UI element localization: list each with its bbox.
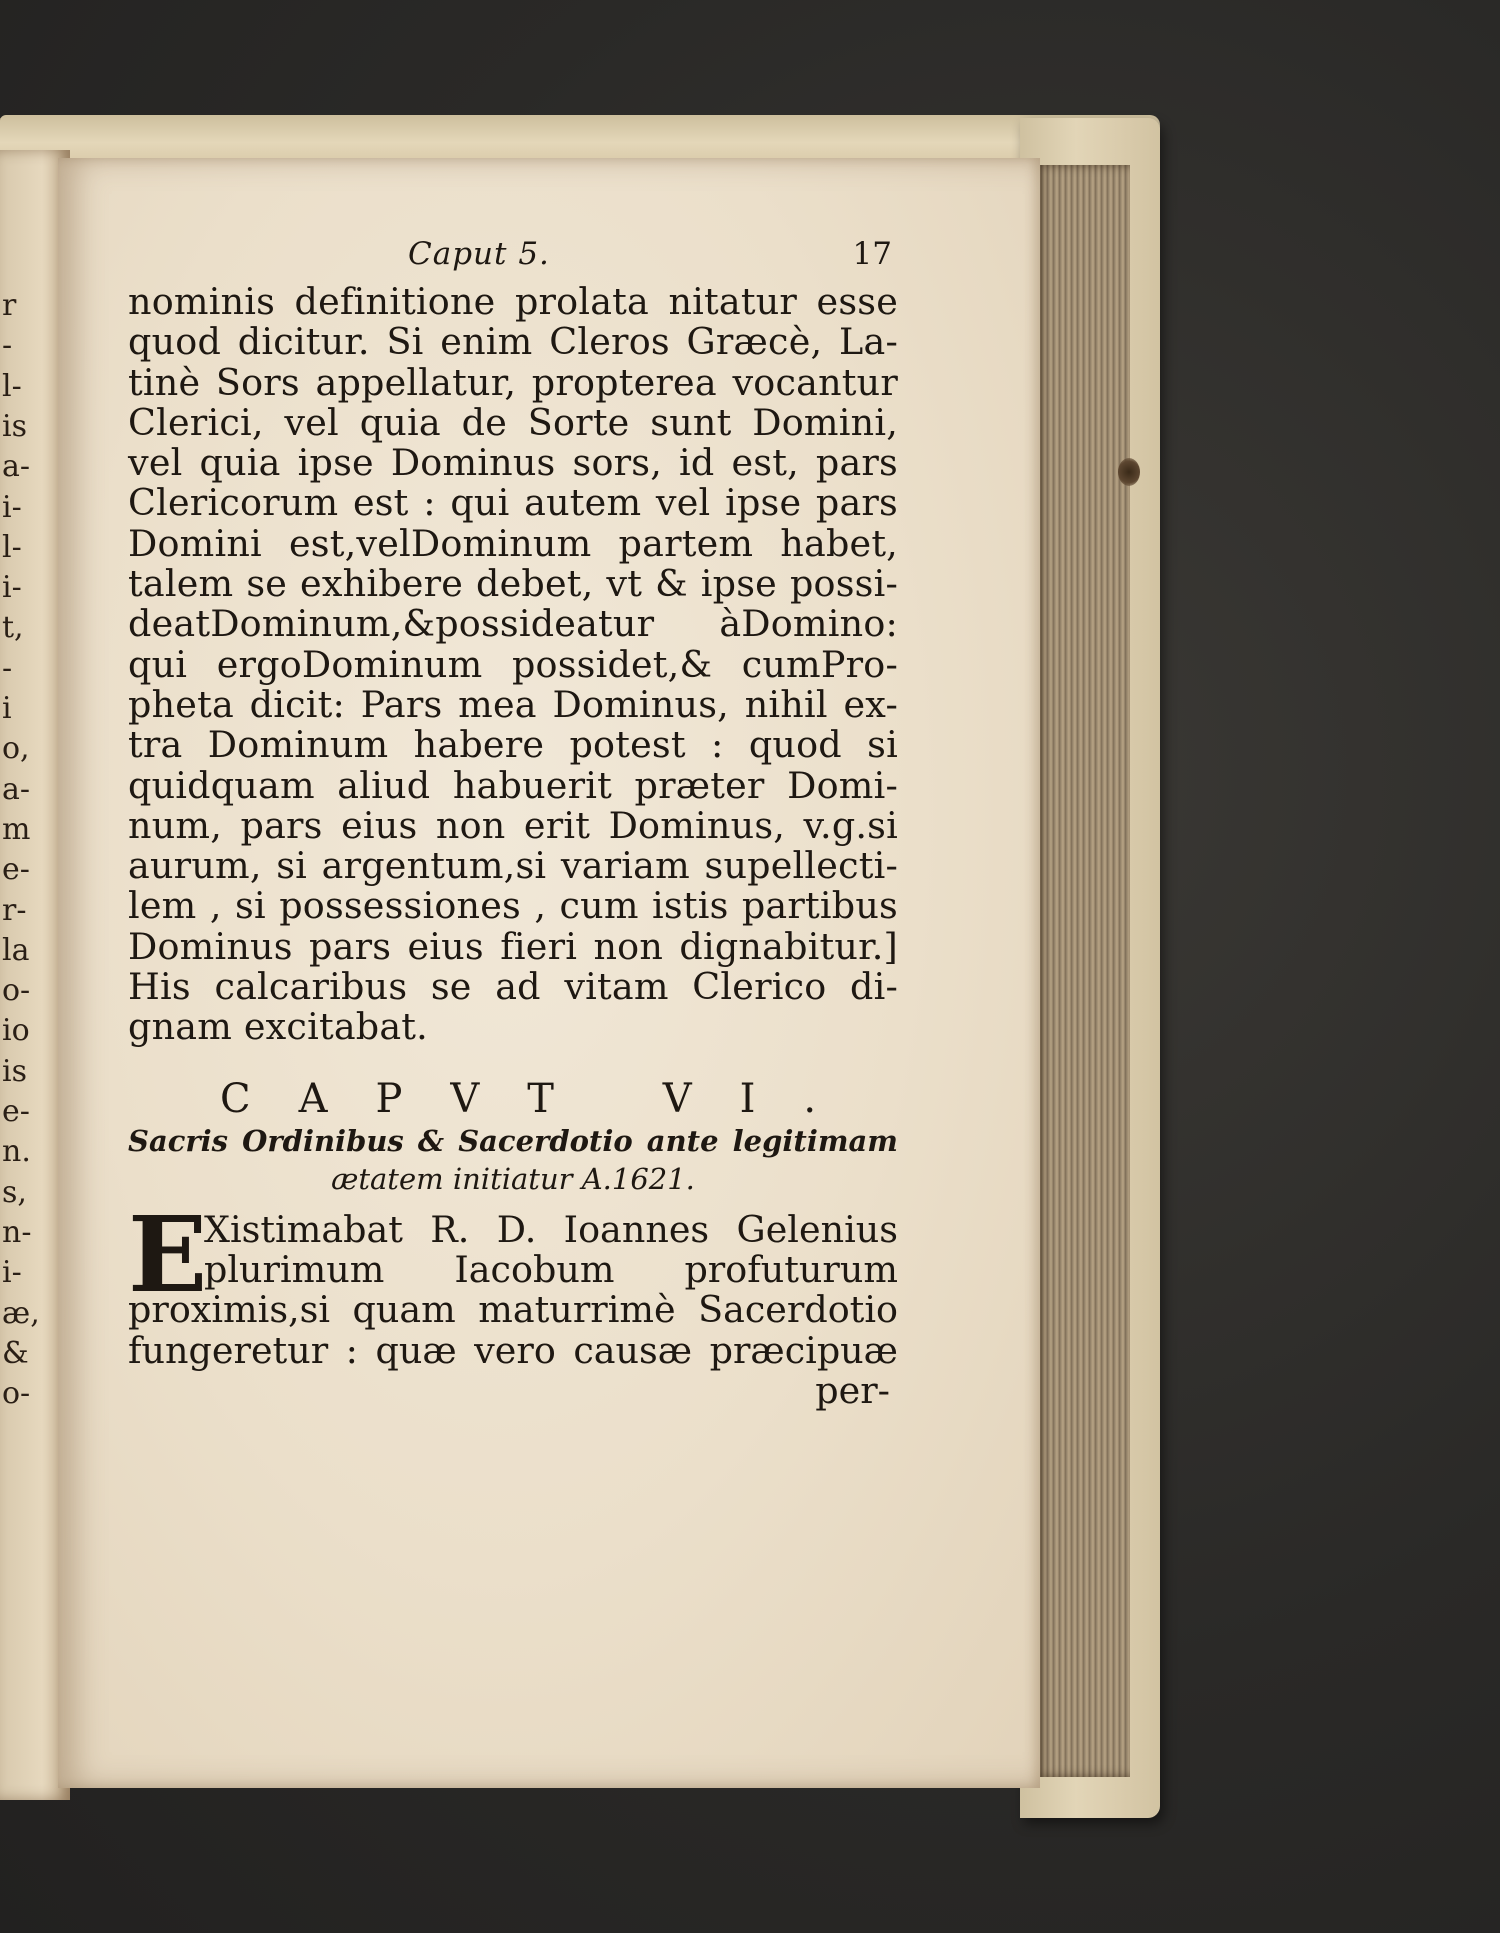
previous-page-fragment: o, <box>2 731 30 767</box>
text-line: vel quia ipse Dominus sors, id est, pars <box>128 441 898 485</box>
previous-page-fragment: i- <box>2 570 22 606</box>
previous-page-fragment: æ, <box>2 1295 40 1331</box>
text-line: aurum, si argentum,si variam supellecti- <box>128 844 898 888</box>
running-title: Caput 5. <box>408 236 550 272</box>
text-line: pheta dicit: Pars mea Dominus, nihil ex- <box>128 682 898 726</box>
text-line: lem , si possessiones , cum istis partibus <box>128 884 898 928</box>
chapter-heading: CAPVT VI. <box>220 1075 865 1122</box>
previous-page-fragment: o- <box>2 973 31 1009</box>
text-line: qui ergoDominum possidet,& cumPro- <box>128 642 898 686</box>
previous-page-fragment: n- <box>2 1214 32 1250</box>
drop-cap: E <box>128 1192 208 1316</box>
text-line: tra Dominum habere potest : quod si <box>128 723 898 767</box>
text-line: Dominus pars eius fieri non dignabitur.] <box>128 924 898 968</box>
previous-page-fragment: is <box>2 408 27 444</box>
text-line: plurimum Iacobum profuturum <box>204 1247 898 1291</box>
previous-page-fragment: & <box>2 1335 29 1371</box>
text-line: Clericorum est : qui autem vel ipse pars <box>128 481 898 525</box>
text-line: num, pars eius non erit Dominus, v.g.si <box>128 803 898 847</box>
previous-page-fragment: s, <box>2 1174 27 1210</box>
previous-page-fragment: m <box>2 811 31 847</box>
text-line: quod dicitur. Si enim Cleros Græcè, La- <box>128 320 898 364</box>
binding-hole <box>1118 458 1140 486</box>
previous-page-fragment: l- <box>2 529 22 565</box>
previous-page-fragment: r <box>2 288 17 323</box>
text-line: talem se exhibere debet, vt & ipse possi- <box>128 562 898 606</box>
running-head <box>128 236 898 282</box>
catchword: per- <box>815 1368 890 1412</box>
text-line: Xistimabat R. D. Ioannes Gelenius <box>204 1207 898 1251</box>
previous-page-fragment: io <box>2 1013 30 1049</box>
text-line: Clerici, vel quia de Sorte sunt Domini, <box>128 400 898 444</box>
chapter-subtitle-line: Sacris Ordinibus & Sacerdotio ante legitimam <box>128 1123 898 1158</box>
text-line: nominis definitione prolata nitatur esse <box>128 280 898 323</box>
page-block-edge <box>1035 165 1130 1777</box>
previous-page-fragment: n. <box>2 1134 31 1170</box>
previous-page-fragment: i <box>2 691 12 726</box>
previous-page-fragment: is <box>2 1053 27 1089</box>
text-line: His calcaribus se ad vitam Clerico di- <box>128 965 898 1009</box>
previous-page-fragment: a- <box>2 449 31 485</box>
chapter-subtitle-line: ætatem initiatur A.1621. <box>331 1161 695 1196</box>
previous-page-fragment: la <box>2 932 30 968</box>
previous-page-fragment: e- <box>2 852 30 888</box>
text-line: deatDominum,&possideatur àDomino: <box>128 602 898 646</box>
previous-page-fragment: t, <box>2 610 24 646</box>
text-line: Domini est,velDominum partem habet, <box>128 521 898 565</box>
body-text <box>128 282 898 1048</box>
previous-page-fragment: i- <box>2 489 22 525</box>
book-page <box>58 158 1040 1788</box>
text-line: proximis,si quam maturrimè Sacerdotio <box>128 1288 898 1332</box>
text-line: fungeretur : quæ vero causæ præcipuæ <box>128 1328 898 1372</box>
page-text-block <box>128 236 898 1411</box>
previous-page-fragment: l- <box>2 368 22 404</box>
text-line: quidquam aliud habuerit præter Domi- <box>128 763 898 807</box>
previous-page-fragment: - <box>2 650 13 686</box>
text-line: gnam excitabat. <box>128 1005 428 1049</box>
previous-page-fragment: - <box>2 328 13 364</box>
previous-page-fragment: i- <box>2 1255 22 1291</box>
previous-page-fragment: e- <box>2 1094 30 1129</box>
page-number: 17 <box>852 236 892 272</box>
text-line: tinè Sors appellatur, propterea vocantur <box>128 360 898 404</box>
previous-page-fragment: r- <box>2 892 27 928</box>
previous-page-fragment: a- <box>2 771 31 807</box>
chapter-body <box>128 1192 898 1412</box>
previous-page-fragment: o- <box>2 1376 31 1412</box>
